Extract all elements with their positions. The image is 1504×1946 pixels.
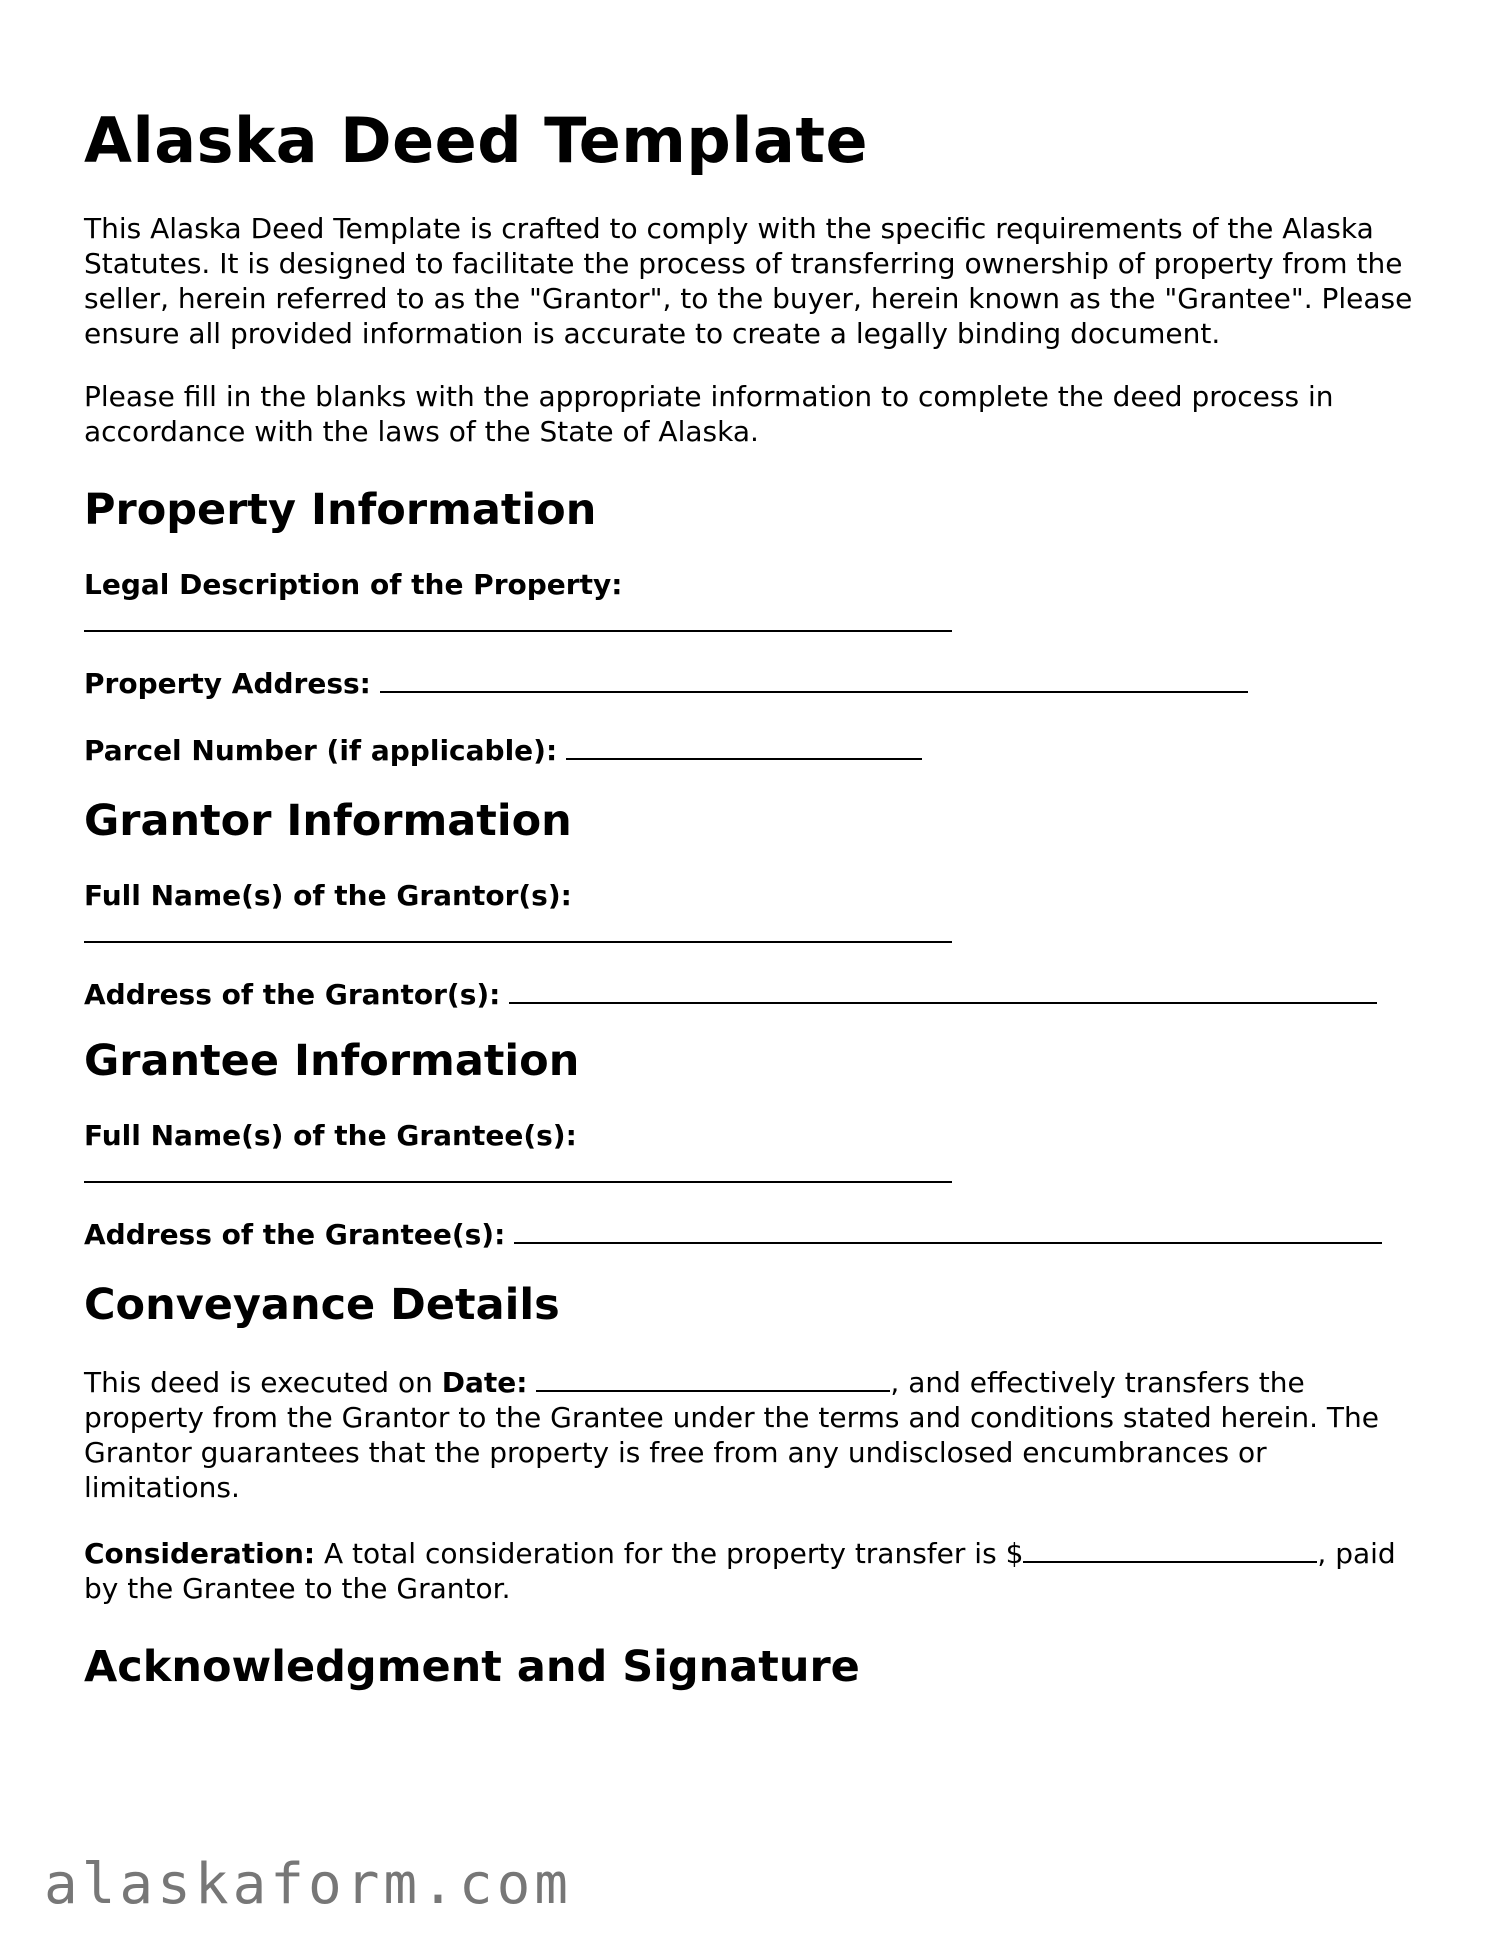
date-blank[interactable] (536, 1362, 890, 1392)
parcel-number-blank[interactable] (566, 730, 922, 760)
parcel-number-label: Parcel Number (if applicable): (84, 734, 558, 767)
property-heading: Property Information (84, 485, 597, 535)
grantee-address-label: Address of the Grantee(s): (84, 1218, 506, 1251)
legal-description-label: Legal Description of the Property: (84, 568, 623, 601)
page-title: Alaska Deed Template (84, 104, 869, 177)
legal-description-blank[interactable] (84, 602, 952, 632)
grantee-name-label: Full Name(s) of the Grantee(s): (84, 1119, 577, 1152)
grantee-address-field (84, 1214, 1414, 1252)
acknowledgment-heading: Acknowledgment and Signature (84, 1642, 860, 1692)
grantee-heading: Grantee Information (84, 1036, 580, 1086)
consideration-blank[interactable] (1023, 1533, 1317, 1563)
grantee-name-blank[interactable] (84, 1153, 952, 1183)
grantor-name-blank[interactable] (84, 913, 952, 943)
conveyance-heading: Conveyance Details (84, 1280, 560, 1330)
exec-prefix: This deed is executed on (84, 1366, 442, 1399)
intro-paragraph-2: Please fill in the blanks with the appropriate information to complete the deed process in accordance with the laws of the State of Alaska. (84, 380, 1334, 448)
grantor-address-blank[interactable] (509, 974, 1377, 1004)
property-address-label: Property Address: (84, 667, 371, 700)
consideration-text: A total consideration for the property transfer is $ (315, 1537, 1024, 1570)
intro-paragraph-1: This Alaska Deed Template is crafted to comply with the specific requirements of the Alaska Statutes. It is designed to facilitate the process of transferring ownership of property from the seller, herein referred to as the "Grantor", to the buyer, herein known as the "Grantee". Please ensure all provided information is accurate to create a legally binding document. (84, 212, 1413, 350)
grantor-address-label: Address of the Grantor(s): (84, 978, 501, 1011)
grantor-name-label: Full Name(s) of the Grantor(s): (84, 879, 572, 912)
date-label: Date: (441, 1366, 528, 1399)
consideration-label: Consideration: (84, 1537, 316, 1570)
watermark: alaskaform.com (44, 1852, 573, 1917)
exec-suffix: , and effectively transfers the property from the Grantor to the Grantee under the terms and conditions stated herein. The Grantor guarantees that the property is free from any undisclosed encumbrances or limitations. (84, 1366, 1379, 1504)
deed-document (84, 105, 1414, 1694)
grantor-address-field (84, 974, 1414, 1012)
property-address-blank[interactable] (380, 663, 1248, 693)
consideration-suffix: , paid by the Grantee to the Grantor. (84, 1537, 1396, 1605)
grantee-address-blank[interactable] (514, 1214, 1382, 1244)
property-address-field (84, 663, 1414, 701)
parcel-number-field (84, 730, 1414, 768)
grantor-name-field (84, 878, 1414, 951)
legal-description-field (84, 567, 1414, 640)
grantee-name-field (84, 1118, 1414, 1191)
consideration-paragraph (84, 1533, 1414, 1606)
conveyance-paragraph (84, 1362, 1414, 1505)
grantor-heading: Grantor Information (84, 796, 572, 846)
